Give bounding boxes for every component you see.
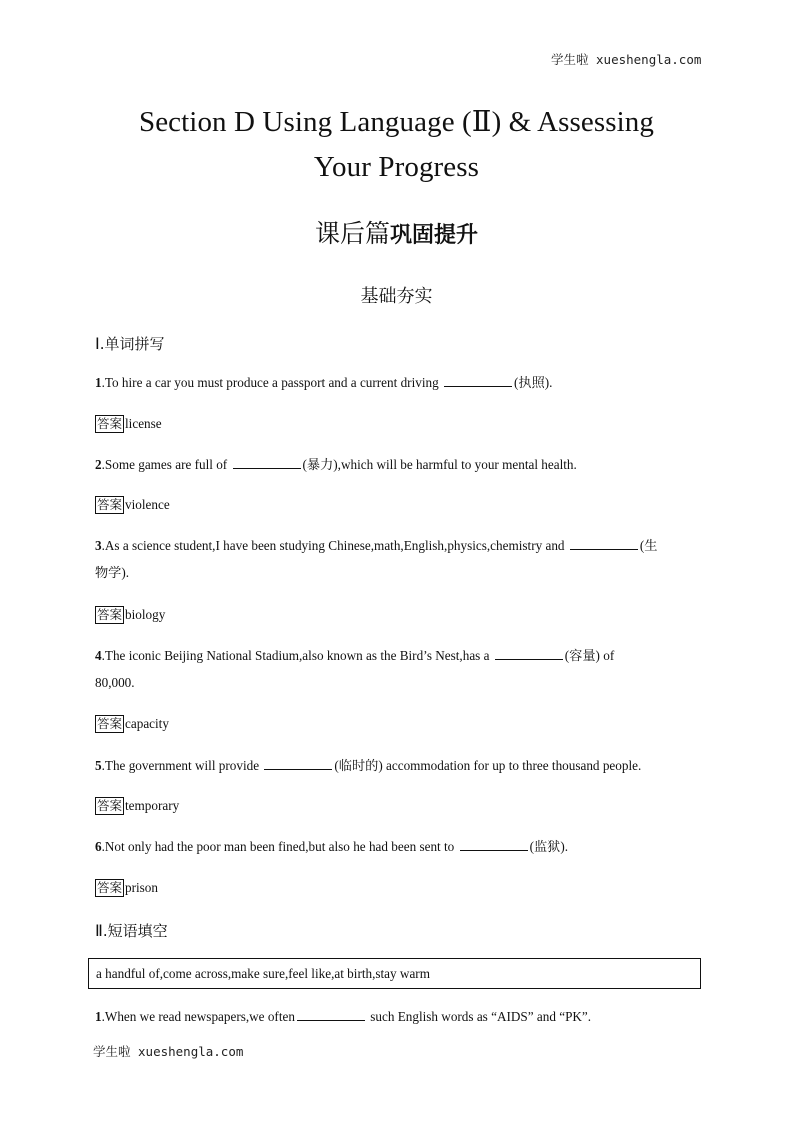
subtitle-bold: 巩固提升 — [390, 223, 479, 248]
answer-text: temporary — [125, 798, 180, 813]
page-subtitle — [0, 214, 793, 250]
question-text: .Not only had the poor man been fined,but also he had been sent to — [101, 839, 458, 854]
answer-5 — [95, 797, 179, 815]
answer-3 — [95, 606, 165, 624]
question-6 — [95, 833, 568, 860]
question-text: .To hire a car you must produce a passport and a current driving — [101, 375, 442, 390]
section-title: .短语填空 — [102, 922, 168, 940]
question-text: .The government will provide — [101, 758, 263, 773]
question-number: 5 — [95, 758, 102, 773]
answer-tag: 答案 — [97, 880, 123, 895]
answer-blank[interactable] — [570, 537, 638, 550]
answer-text: biology — [125, 607, 166, 622]
question-number: 4 — [95, 648, 102, 663]
answer-text: violence — [125, 497, 170, 512]
question-text-after: (容量) of — [564, 648, 615, 663]
question-text-line2: 物学). — [95, 565, 130, 580]
answer-blank[interactable] — [460, 838, 528, 851]
question-text: .The iconic Beijing National Stadium,also known as the Bird’s Nest,has a — [101, 648, 493, 663]
question-number: 1 — [95, 1009, 102, 1024]
answer-blank[interactable] — [495, 647, 563, 660]
answer-blank[interactable] — [444, 374, 512, 387]
answer-text: license — [125, 416, 162, 431]
answer-2 — [95, 496, 170, 514]
question-number: 6 — [95, 839, 102, 854]
answer-1 — [95, 415, 162, 433]
question-text: .When we read newspapers,we often — [101, 1009, 295, 1024]
question-number: 2 — [95, 457, 102, 472]
answer-text: prison — [125, 880, 158, 895]
answer-tag: 答案 — [97, 607, 123, 622]
question-text-after: (临时的) accommodation for up to three thousand people. — [334, 758, 642, 773]
subtitle-normal: 课后篇 — [314, 221, 390, 248]
question-5 — [95, 752, 641, 779]
question-text-after: (暴力),which will be harmful to your mental health. — [302, 457, 577, 472]
answer-blank[interactable] — [264, 757, 332, 770]
answer-blank[interactable] — [297, 1008, 365, 1021]
answer-tag: 答案 — [97, 716, 123, 731]
answer-tag: 答案 — [97, 497, 123, 512]
section-roman: Ⅰ — [95, 336, 100, 353]
watermark-top: 学生啦 xueshengla.com — [551, 52, 702, 67]
question-text: .As a science student,I have been studying Chinese,math,English,physics,chemistry and — [101, 538, 568, 553]
question-text-after: (监狱). — [529, 839, 569, 854]
question-text-line2: 80,000. — [95, 675, 135, 690]
answer-blank[interactable] — [233, 456, 301, 469]
answer-tag: 答案 — [97, 798, 123, 813]
answer-tag: 答案 — [97, 416, 123, 431]
phrase-question-1 — [95, 1003, 591, 1030]
question-text-after: (生 — [639, 538, 658, 553]
question-2 — [95, 451, 577, 478]
question-text: .Some games are full of — [101, 457, 231, 472]
answer-6 — [95, 879, 158, 897]
question-text-after: (执照). — [513, 375, 553, 390]
question-number: 1 — [95, 375, 102, 390]
level-heading: 基础夯实 — [360, 286, 433, 306]
question-4 — [95, 642, 614, 696]
section-title: .单词拼写 — [99, 335, 165, 353]
page-title-line1: Section D Using Language (Ⅱ) & Assessing — [138, 106, 655, 138]
question-number: 3 — [95, 538, 102, 553]
phrase-box: a handful of,come across,make sure,feel like,at birth,stay warm — [88, 958, 701, 989]
answer-4 — [95, 715, 169, 733]
section-heading-1 — [95, 333, 165, 354]
section-heading-2 — [95, 920, 168, 941]
question-1 — [95, 369, 552, 396]
section-roman: Ⅱ — [95, 923, 103, 940]
question-3 — [95, 532, 657, 586]
question-text-after: such English words as “AIDS” and “PK”. — [366, 1009, 592, 1024]
page-title-line2: Your Progress — [313, 151, 480, 183]
watermark-bottom: 学生啦 xueshengla.com — [93, 1044, 244, 1059]
answer-text: capacity — [125, 716, 169, 731]
